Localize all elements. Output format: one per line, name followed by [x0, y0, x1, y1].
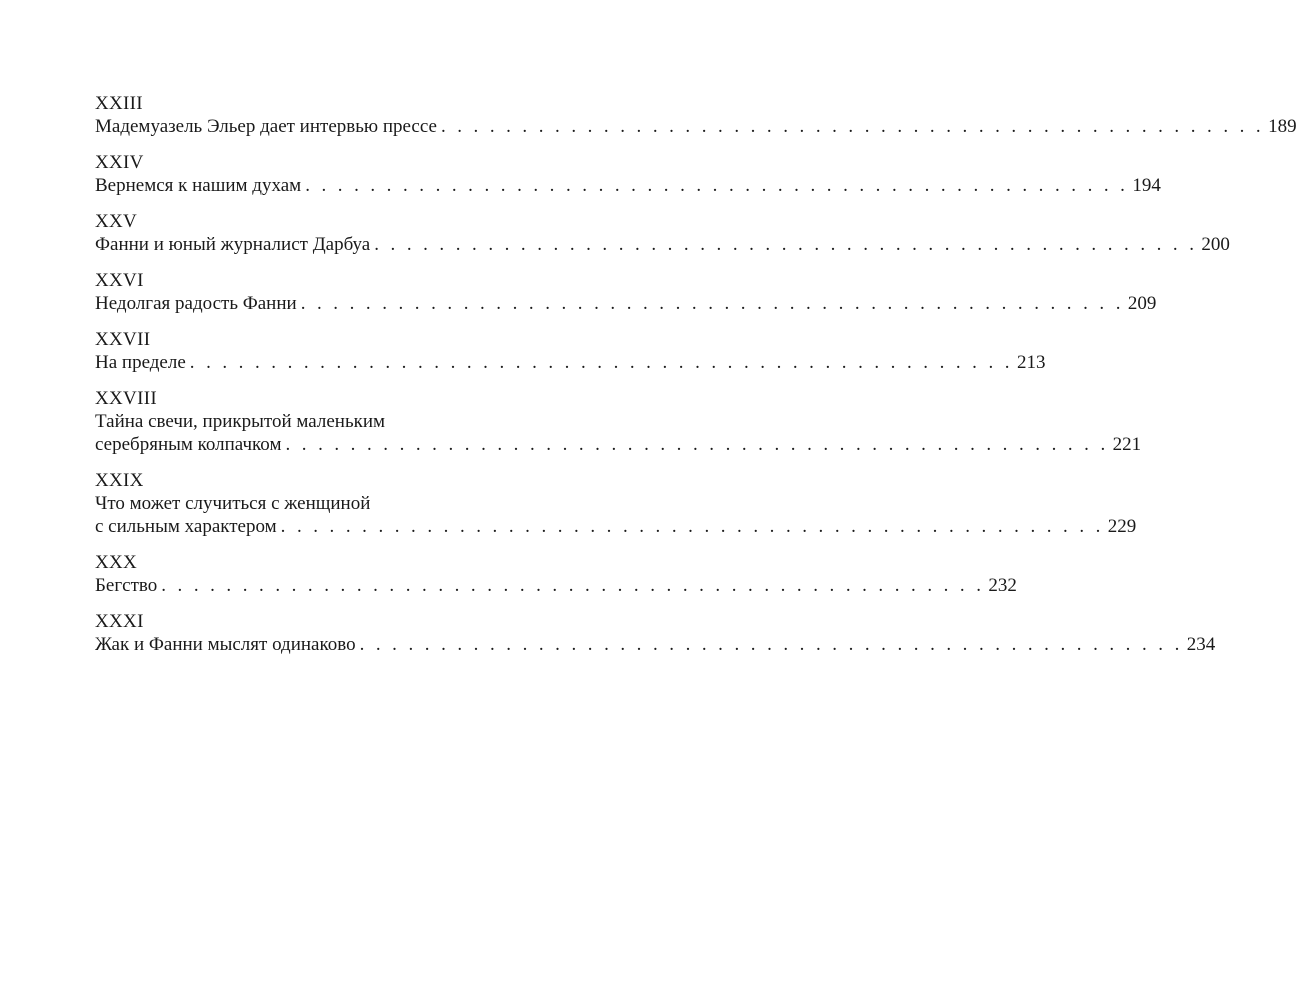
- toc-row: [95, 115, 1297, 138]
- table-of-contents: [95, 92, 1297, 669]
- chapter-title: серебряным колпачком: [95, 434, 282, 455]
- chapter-title: На пределе: [95, 352, 186, 373]
- chapter-numeral: XXIV: [95, 152, 144, 173]
- chapter-title: Вернемся к нашим духам: [95, 175, 302, 196]
- dot-leader: . . . . . . . . . . . . . . . . . . . . . . . . . . . . . . . . . . . . . . . . . . . . . . . . . . .: [359, 634, 1183, 655]
- dot-leader: . . . . . . . . . . . . . . . . . . . . . . . . . . . . . . . . . . . . . . . . . . . . . . . . . . .: [280, 516, 1104, 537]
- chapter-title: Мадемуазель Эльер дает интервью прессе: [95, 116, 437, 137]
- toc-entry: [95, 469, 1137, 538]
- chapter-title: Бегство: [95, 575, 158, 596]
- toc-entry: [95, 387, 1142, 456]
- dot-leader: . . . . . . . . . . . . . . . . . . . . . . . . . . . . . . . . . . . . . . . . . . . . . . . . . . .: [161, 575, 985, 596]
- page-number: 194: [1132, 175, 1161, 196]
- chapter-title: Фанни и юный журналист Дарбуа: [95, 234, 371, 255]
- dot-leader: . . . . . . . . . . . . . . . . . . . . . . . . . . . . . . . . . . . . . . . . . . . . . . . . . . .: [285, 434, 1109, 455]
- chapter-title: с сильным характером: [95, 516, 277, 537]
- toc-row: [95, 515, 1137, 538]
- toc-entry: [95, 551, 1017, 597]
- toc-row: [95, 292, 1157, 315]
- toc-row: [95, 233, 1230, 256]
- toc-row: [95, 633, 1216, 656]
- toc-entry: [95, 92, 1297, 138]
- chapter-title: Жак и Фанни мыслят одинаково: [95, 634, 356, 655]
- toc-entry: [95, 269, 1157, 315]
- toc-row: [95, 351, 1046, 374]
- chapter-title-line: Тайна свечи, прикрытой маленьким: [95, 411, 386, 432]
- page-number: 200: [1201, 234, 1230, 255]
- page-number: 209: [1127, 293, 1157, 314]
- toc-row: [95, 574, 1017, 597]
- page-number: 221: [1112, 434, 1142, 455]
- toc-entry: [95, 210, 1230, 256]
- dot-leader: . . . . . . . . . . . . . . . . . . . . . . . . . . . . . . . . . . . . . . . . . . . . . . . . . . .: [189, 352, 1013, 373]
- toc-entry: [95, 610, 1216, 656]
- chapter-title-line: Что может случиться с женщиной: [95, 493, 371, 514]
- dot-leader: . . . . . . . . . . . . . . . . . . . . . . . . . . . . . . . . . . . . . . . . . . . . . . . . . . .: [374, 234, 1198, 255]
- toc-entry: [95, 151, 1161, 197]
- toc-row: [95, 174, 1161, 197]
- dot-leader: . . . . . . . . . . . . . . . . . . . . . . . . . . . . . . . . . . . . . . . . . . . . . . . . . . .: [305, 175, 1129, 196]
- page-number: 234: [1186, 634, 1216, 655]
- chapter-numeral: XXX: [95, 552, 138, 573]
- chapter-title: Недолгая радость Фанни: [95, 293, 297, 314]
- page-number: 229: [1107, 516, 1137, 537]
- page-number: 213: [1016, 352, 1046, 373]
- chapter-numeral: XXXI: [95, 611, 144, 632]
- page-number: 189: [1268, 116, 1297, 137]
- page-number: 232: [988, 575, 1017, 596]
- chapter-numeral: XXIX: [95, 470, 144, 491]
- chapter-numeral: XXVII: [95, 329, 151, 350]
- chapter-numeral: XXIII: [95, 93, 143, 114]
- chapter-numeral: XXV: [95, 211, 138, 232]
- dot-leader: . . . . . . . . . . . . . . . . . . . . . . . . . . . . . . . . . . . . . . . . . . . . . . . . . . .: [300, 293, 1124, 314]
- chapter-numeral: XXVIII: [95, 388, 157, 409]
- toc-row: [95, 433, 1142, 456]
- dot-leader: . . . . . . . . . . . . . . . . . . . . . . . . . . . . . . . . . . . . . . . . . . . . . . . . . . .: [440, 116, 1265, 137]
- chapter-numeral: XXVI: [95, 270, 144, 291]
- toc-entry: [95, 328, 1046, 374]
